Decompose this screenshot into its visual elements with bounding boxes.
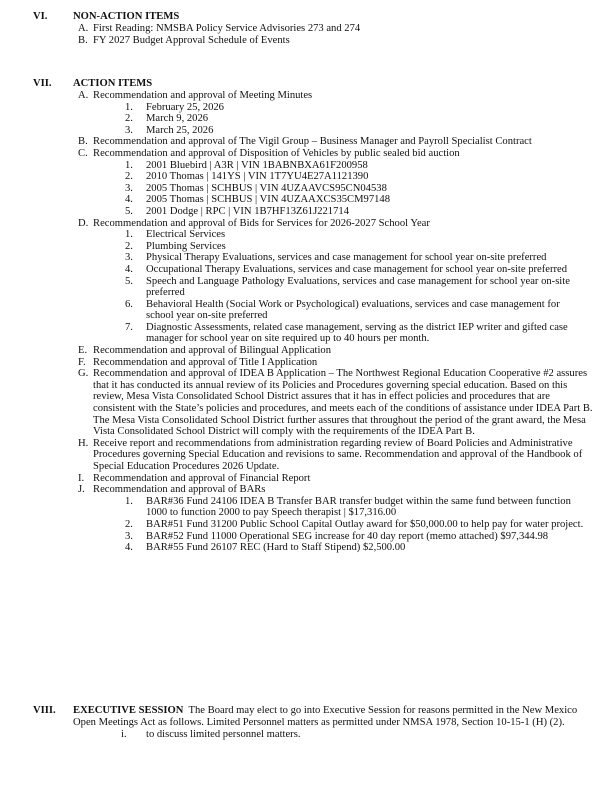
sub-item: 3. March 25, 2026 xyxy=(125,124,214,136)
sub-item: 2. 2010 Thomas | 141YS | VIN 1T7YU4E27A1121390 xyxy=(125,171,369,183)
sub-item: 3. BAR#52 Fund 11000 Operational SEG increase for 40 day report (memo attached) $97,344.98 xyxy=(125,530,549,542)
sub-item: 7. Diagnostic Assessments, related case management, serving as the district IEP writer and gifted case manager for school year on site required up to 40 hours per month. xyxy=(125,321,568,345)
agenda-item: B. FY 2027 Budget Approval Schedule of Events xyxy=(78,34,290,46)
agenda-item-a: A. Recommendation and approval of Meeting Minutes xyxy=(78,90,313,101)
agenda-item-c: C. Recommendation and approval of Disposition of Vehicles by public sealed bid auction xyxy=(78,147,460,159)
sub-item: 1. BAR#36 Fund 24106 IDEA B Transfer BAR transfer budget within the same fund between function 1000 to function 2000 to pay Speech therapist | $17,316.00 xyxy=(125,495,571,519)
section-vii xyxy=(33,78,593,554)
sub-item: 4. Occupational Therapy Evaluations, services and case management for school year on-site preferred xyxy=(125,263,568,275)
section-title: EXECUTIVE SESSION xyxy=(73,705,184,716)
agenda-item-h: H. Receive report and recommendations from administration regarding review of Board Policies and Administrative Procedures governing Special Education and revisions to same. Recommendation and approval of the Handbook of Special Education Procedures 2026 Update. xyxy=(78,437,583,472)
section-number: VIII. xyxy=(33,705,56,716)
sub-item: 2. March 9, 2026 xyxy=(125,113,209,125)
agenda-item-g: G. Recommendation and approval of IDEA B Application – The Northwest Regional Education Cooperative #2 assures that it has conducted its annual review of its Policies and Procedures governing special education. Based on this review, Mesa Vista Consolidated School District assures that it has in effect policies and procedures that are consistent with the State’s policies and procedures, and meets each of the conditions of assistance under IDEA Part B. The Mesa Vista Consolidated School District further assures that throughout the period of the grant award, the Mesa Vista Consolidated School District will comply with the requirements of the IDEA Part B. xyxy=(78,368,593,438)
executive-session-text: EXECUTIVE SESSION The Board may elect to go into Executive Session for reasons permitted in the New Mexico Open Meetings Act as follows. Limited Personnel matters as permitted under NMSA 1978, Section 10-15-1 (H) (2). xyxy=(73,705,578,728)
agenda-item: A. First Reading: NMSBA Policy Service Advisories 273 and 274 xyxy=(78,23,361,34)
section-number: VII. xyxy=(33,78,52,89)
section-title: ACTION ITEMS xyxy=(73,78,153,89)
sub-item: 1. February 25, 2026 xyxy=(125,101,224,113)
sub-item: i. to discuss limited personnel matters. xyxy=(121,729,301,741)
section-vi xyxy=(33,11,593,46)
sub-item: 3. 2005 Thomas | SCHBUS | VIN 4UZAAVCS95CN04538 xyxy=(125,182,387,194)
sub-item: 5. 2001 Dodge | RPC | VIN 1B7HF13Z61J221714 xyxy=(125,205,349,217)
section-title: NON-ACTION ITEMS xyxy=(73,11,180,22)
agenda-item-b: B. Recommendation and approval of The Vigil Group – Business Manager and Payroll Specialist Contract xyxy=(78,136,532,148)
agenda-item-d: D. Recommendation and approval of Bids for Services for 2026-2027 School Year xyxy=(78,217,430,229)
sub-item: 6. Behavioral Health (Social Work or Psychological) evaluations, services and case management for school year on-site preferred xyxy=(125,298,560,322)
agenda-item-e: E. Recommendation and approval of Bilingual Application xyxy=(78,345,332,357)
agenda-item-i: I. Recommendation and approval of Financial Report xyxy=(78,472,311,484)
sub-item: 1. 2001 Bluebird | A3R | VIN 1BABNBXA61F200958 xyxy=(125,159,368,171)
agenda-item-j: J. Recommendation and approval of BARs xyxy=(78,484,266,496)
sub-item: 5. Speech and Language Pathology Evaluations, services and case management for school year on-site preferred xyxy=(125,275,570,299)
sub-item: 2. BAR#51 Fund 31200 Public School Capital Outlay award for $50,000.00 to help pay for water project. xyxy=(125,518,584,530)
sub-item: 2. Plumbing Services xyxy=(125,240,226,252)
section-number: VI. xyxy=(33,11,48,22)
sub-item: 4. 2005 Thomas | SCHBUS | VIN 4UZAAXCS35CM97148 xyxy=(125,194,391,206)
sub-item: 4. BAR#55 Fund 26107 REC (Hard to Staff Stipend) $2,500.00 xyxy=(125,542,406,554)
sub-item: 3. Physical Therapy Evaluations, services and case management for school year on-site preferred xyxy=(125,252,547,264)
section-viii xyxy=(33,705,593,741)
sub-item: 1. Electrical Services xyxy=(125,229,226,241)
agenda-item-f: F. Recommendation and approval of Title I Application xyxy=(78,356,318,368)
